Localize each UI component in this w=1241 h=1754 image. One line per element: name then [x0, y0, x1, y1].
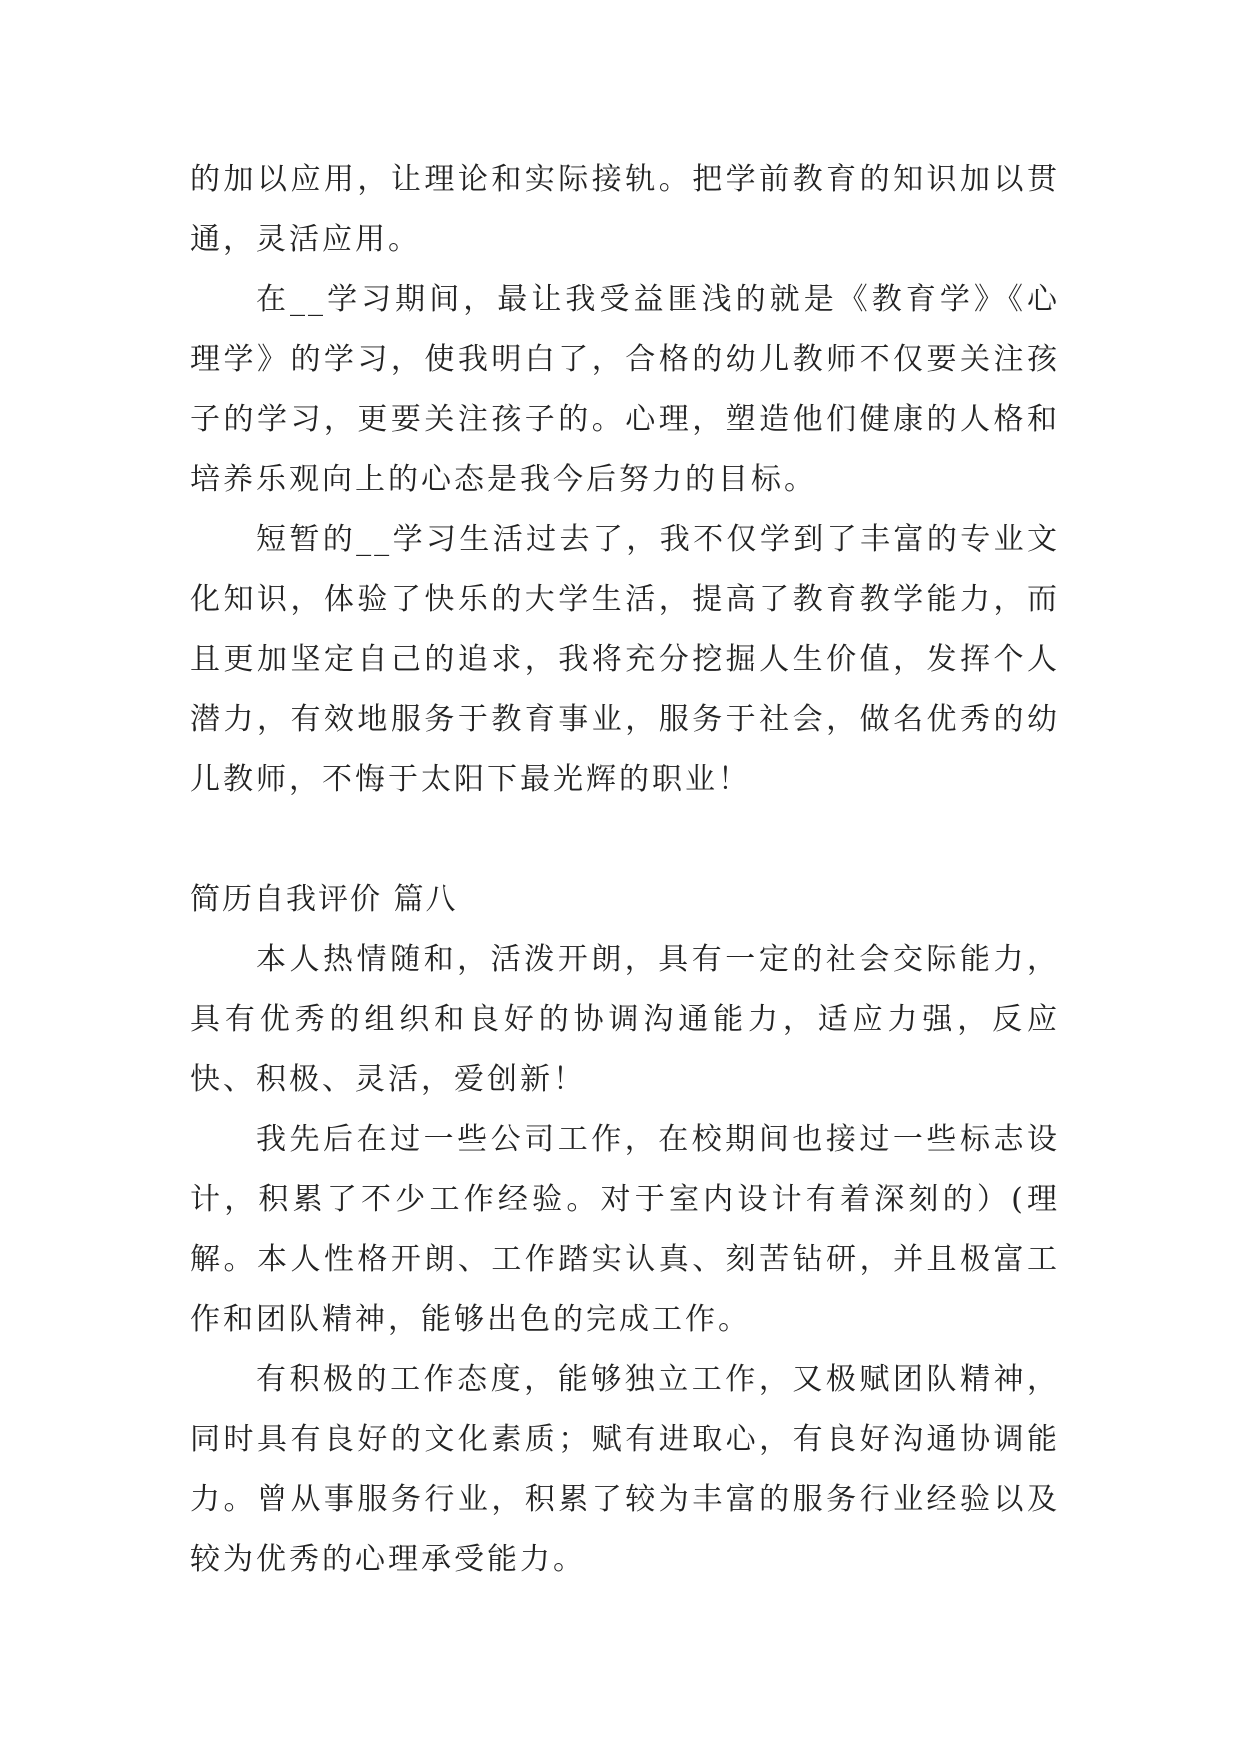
paragraph: 在__学习期间，最让我受益匪浅的就是《教育学》《心理学》的学习，使我明白了，合格的幼儿教师不仅要关注孩子的学习，更要关注孩子的。心理，塑造他们健康的人格和培养乐观向上的心态是我今后努力的目标。 [190, 282, 1060, 497]
document-page [190, 150, 1060, 1590]
paragraph: 短暂的__学习生活过去了，我不仅学到了丰富的专业文化知识，体验了快乐的大学生活，提高了教育教学能力，而且更加坚定自己的追求，我将充分挖掘人生价值，发挥个人潜力，有效地服务于教育事业，服务于社会，做名优秀的幼儿教师，不悔于太阳下最光辉的职业！ [190, 522, 1060, 797]
paragraph: 本人热情随和，活泼开朗，具有一定的社会交际能力，具有优秀的组织和良好的协调沟通能力，适应力强，反应快、积极、灵活，爱创新！ [190, 942, 1060, 1097]
paragraph: 的加以应用，让理论和实际接轨。把学前教育的知识加以贯通，灵活应用。 [190, 162, 1060, 257]
paragraph: 有积极的工作态度，能够独立工作，又极赋团队精神，同时具有良好的文化素质；赋有进取心，有良好沟通协调能力。曾从事服务行业，积累了较为丰富的服务行业经验以及较为优秀的心理承受能力。 [190, 1362, 1060, 1577]
paragraph: 我先后在过一些公司工作，在校期间也接过一些标志设计，积累了不少工作经验。对于室内设计有着深刻的）(理解。本人性格开朗、工作踏实认真、刻苦钻研，并且极富工作和团队精神，能够出色的完成工作。 [190, 1122, 1060, 1337]
section-heading: 简历自我评价 篇八 [190, 882, 458, 917]
